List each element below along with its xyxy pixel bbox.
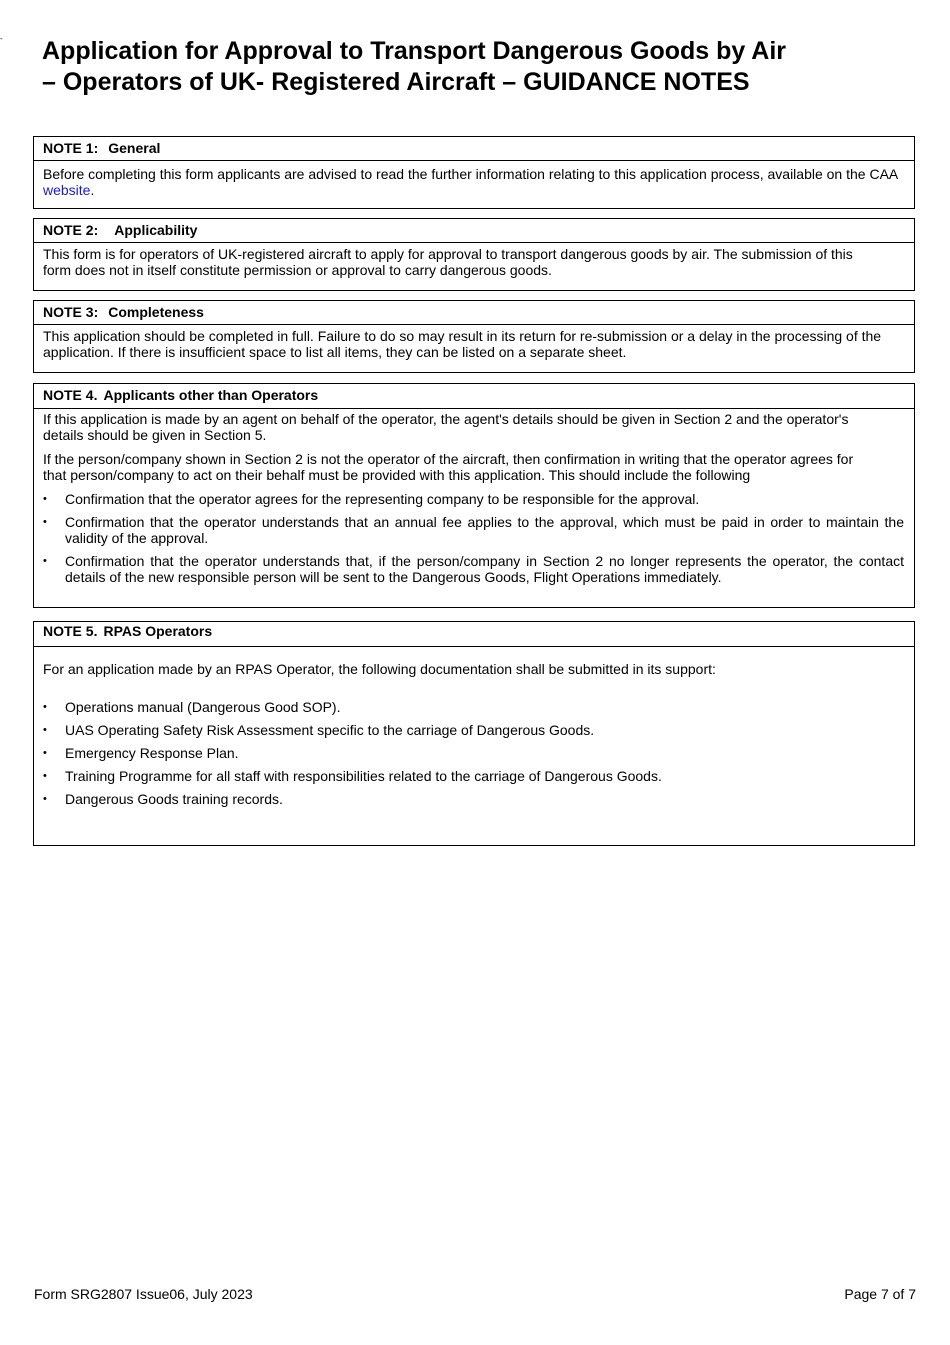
caa-website-link[interactable]: website [43, 182, 91, 198]
note-body [34, 243, 914, 278]
list-item [43, 791, 905, 807]
bullet-icon: • [43, 701, 47, 713]
note-number: NOTE 2: [43, 222, 99, 238]
note-paragraph: If this application is made by an agent on behalf of the operator, the agent's details should be given in Section 2 and the operator's details should be given in Section 5. [43, 411, 849, 443]
note-completeness [33, 300, 915, 373]
list-item-text: Confirmation that the operator understands that an annual fee applies to the approval, which must be paid in order to maintain the validity of the approval. [65, 514, 904, 546]
note-header [34, 219, 914, 243]
link-suffix: . [90, 182, 95, 198]
list-item-text: Emergency Response Plan. [65, 745, 239, 761]
bullet-icon: • [43, 747, 47, 759]
bullet-icon: • [43, 770, 47, 782]
bullet-icon: • [43, 724, 47, 736]
corner-mark: - [0, 34, 3, 43]
note-heading: Applicants other than Operators [103, 387, 319, 403]
list-item-text: Confirmation that the operator understands that, if the person/company in Section 2 no longer represents the operator, the contact details of the new responsible person will be sent to the Dangerous Goods, Flight Operations immediately. [65, 553, 904, 585]
note-body [34, 647, 914, 807]
list-item-text: Training Programme for all staff with responsibilities related to the carriage of Dangerous Goods. [65, 768, 662, 784]
list-item [43, 745, 905, 761]
note-text: This application should be completed in full. Failure to do so may result in its return for re-submission or a delay in the processing of the application. If there is insufficient space to list all items, they can be listed on a separate sheet. [43, 328, 882, 360]
note-applicants-other-than-operators [33, 383, 915, 608]
list-item [43, 768, 905, 784]
page-title [42, 36, 922, 98]
note-text: Before completing this form applicants are advised to read the further information relating to this application process, available on the CAA [43, 166, 898, 182]
bullet-icon: • [43, 793, 47, 805]
list-item-text: UAS Operating Safety Risk Assessment specific to the carriage of Dangerous Goods. [65, 722, 595, 738]
bullet-list [43, 699, 905, 807]
list-item [43, 491, 904, 507]
note-applicability [33, 218, 915, 291]
note-heading: Completeness [108, 304, 204, 320]
footer-form-reference: Form SRG2807 Issue06, July 2023 [34, 1286, 253, 1302]
note-heading: Applicability [114, 222, 198, 238]
list-item [43, 699, 905, 715]
list-item [43, 553, 904, 585]
note-general [33, 136, 915, 209]
note-number: NOTE 4. [43, 387, 98, 403]
note-paragraph: If the person/company shown in Section 2 is not the operator of the aircraft, then confirmation in writing that the operator agrees for that person/company to act on their behalf must be provided with this application. This should include the following [43, 451, 854, 483]
list-item-text: Dangerous Goods training records. [65, 791, 283, 807]
page-title-line-1: Application for Approval to Transport Dangerous Goods by Air [42, 37, 787, 65]
note-text: This form is for operators of UK-registered aircraft to apply for approval to transport dangerous goods by air. The submission of this form does not in itself constitute permission or approval to carry dangerous goods. [43, 246, 853, 278]
list-item [43, 722, 905, 738]
list-item-text: Confirmation that the operator agrees for the representing company to be responsible for the approval. [65, 491, 700, 507]
note-body [34, 161, 914, 198]
list-item [43, 514, 904, 546]
note-body [34, 325, 914, 360]
note-rpas-operators [33, 621, 915, 846]
note-header [34, 384, 914, 409]
bullet-icon: • [43, 516, 47, 528]
page-title-line-2: – Operators of UK- Registered Aircraft – GUIDANCE NOTES [42, 68, 750, 96]
list-item-text: Operations manual (Dangerous Good SOP). [65, 699, 341, 715]
note-body [34, 409, 914, 585]
note-header [34, 301, 914, 325]
footer-page-number: Page 7 of 7 [844, 1286, 916, 1302]
note-header [34, 137, 914, 161]
note-header [34, 622, 914, 647]
bullet-icon: • [43, 493, 47, 505]
note-intro: For an application made by an RPAS Operator, the following documentation shall be submitted in its support: [43, 661, 716, 677]
note-number: NOTE 3: [43, 304, 99, 320]
note-number: NOTE 5. [43, 623, 98, 639]
note-heading: General [108, 140, 161, 156]
note-number: NOTE 1: [43, 140, 99, 156]
bullet-icon: • [43, 555, 47, 567]
note-heading: RPAS Operators [103, 623, 213, 639]
bullet-list [43, 491, 904, 585]
